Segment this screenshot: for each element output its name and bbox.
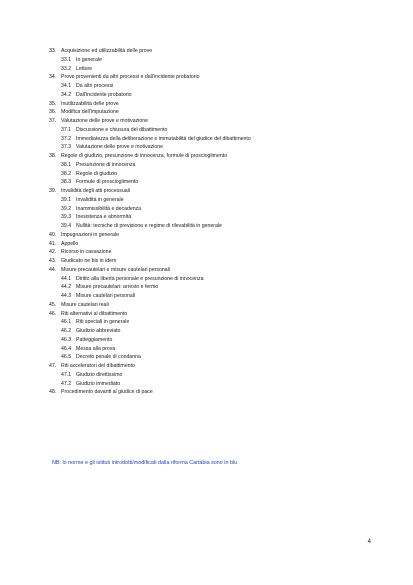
toc-entry-label: Impugnazioni in generale (61, 231, 119, 238)
toc-entry-number: 33.2 (61, 65, 72, 72)
toc-entry-number: 45. (49, 301, 57, 308)
toc-entry-label: In generale (76, 56, 102, 63)
toc-entry-number: 35. (49, 100, 57, 107)
toc-entry (49, 388, 389, 397)
toc-entry-label: Diritto alla libertà personale e presunzione di innocenza (76, 275, 204, 282)
toc-entry-number: 42. (49, 249, 57, 256)
toc-entry-number: 39. (49, 188, 57, 194)
toc-subentry (49, 143, 389, 152)
toc-entry-label: Discussione e chiusura del dibattimento (76, 126, 168, 133)
toc-entry-label: Invalidità degli atti processuali (61, 188, 130, 194)
toc-entry (49, 73, 389, 82)
toc-entry-number: 34. (49, 74, 57, 81)
toc-entry-label: Giudizio immediato (76, 380, 121, 387)
toc-subentry (49, 283, 389, 292)
toc-entry-label: Letture (76, 65, 93, 72)
toc-subentry (49, 65, 389, 74)
toc-entry-label: Modifica dell'imputazione (61, 109, 119, 116)
toc-entry-label: Appello (61, 240, 79, 247)
toc-subentry (49, 213, 389, 222)
toc-entry-label: Riti speciali in generale (76, 319, 130, 326)
toc-entry-number: 43. (49, 258, 57, 264)
toc-subentry (49, 318, 389, 327)
toc-entry-number: 40. (49, 231, 57, 238)
toc-entry-number: 38.1 (61, 161, 72, 168)
toc-entry-number: 46.3 (61, 336, 72, 343)
toc-entry (49, 117, 389, 126)
toc-subentry (49, 275, 389, 284)
toc-entry-number: 46.4 (61, 345, 72, 352)
toc-entry-label: Decreto penale di condanna (76, 354, 141, 361)
toc-entry-number: 46.1 (61, 319, 72, 326)
toc-entry-number: 44.2 (61, 284, 72, 291)
toc-entry-label: Ricorso in cassazione (61, 249, 112, 256)
toc-subentry (49, 327, 389, 336)
toc-entry (49, 47, 389, 56)
toc-entry (49, 100, 389, 109)
toc-entry (49, 187, 389, 196)
toc-entry-label: Patteggiamento (76, 336, 113, 343)
table-of-contents (49, 47, 389, 397)
toc-entry-label: Formule di proscioglimento (76, 179, 139, 186)
toc-entry-label: Inesistenza e abnormità (76, 214, 132, 221)
toc-subentry (49, 196, 389, 205)
toc-subentry (49, 178, 389, 187)
toc-entry (49, 231, 389, 240)
toc-entry-number: 37.3 (61, 144, 72, 151)
toc-entry-label: Misure precautelari: arresto e fermo (76, 284, 159, 291)
toc-subentry (49, 353, 389, 362)
toc-entry-number: 44.3 (61, 293, 72, 299)
toc-entry (49, 152, 389, 161)
toc-entry-number: 47.1 (61, 371, 72, 378)
toc-entry-number: 33. (49, 48, 57, 54)
toc-entry-number: 39.1 (61, 196, 72, 203)
toc-entry-label: Inammissibilità e decadenza (76, 205, 142, 212)
toc-entry-label: Giudicato ne bis in idem (61, 258, 117, 264)
toc-entry-number: 46. (49, 310, 57, 317)
toc-entry-number: 37.2 (61, 135, 72, 142)
toc-subentry (49, 135, 389, 144)
toc-entry (49, 248, 389, 257)
toc-entry-number: 44.1 (61, 275, 72, 282)
toc-entry-number: 47.2 (61, 380, 72, 387)
toc-subentry (49, 126, 389, 135)
toc-entry-label: Presunzione di innocenza (76, 161, 136, 168)
toc-entry-number: 39.2 (61, 205, 72, 212)
toc-entry-number: 38.2 (61, 170, 72, 177)
toc-entry-label: Giudizio direttissimo (76, 371, 123, 378)
toc-entry-number: 46.5 (61, 354, 72, 361)
toc-entry-number: 38.3 (61, 179, 72, 186)
toc-subentry (49, 161, 389, 170)
toc-entry-label: Procedimento davanti al giudice di pace (61, 389, 153, 396)
toc-entry-label: Giudizio abbreviato (76, 328, 121, 334)
toc-entry-label: Regole di giudizio (76, 170, 117, 177)
toc-entry (49, 240, 389, 249)
toc-entry (49, 310, 389, 319)
toc-entry-number: 39.3 (61, 214, 72, 221)
toc-entry-label: Nullità: tecniche di previsione e regime di rilevabilità in generale (76, 223, 222, 229)
toc-entry (49, 266, 389, 275)
toc-entry-number: 44. (49, 266, 57, 273)
toc-entry-label: Immediatezza della deliberazione e immutabilità del giudice del dibattimento (76, 135, 251, 142)
toc-entry-number: 48. (49, 389, 57, 396)
toc-subentry (49, 380, 389, 389)
toc-entry-label: Regole di giudizio, presunzione di innocenza, formule di proscioglimento (61, 153, 228, 159)
toc-entry-label: Da altri processi (76, 83, 114, 89)
toc-entry-label: Dall'incidente probatorio (76, 91, 132, 98)
toc-entry (49, 257, 389, 266)
toc-entry-number: 47. (49, 363, 57, 369)
toc-entry-label: Misure precautelari e misure cautelari personali (61, 266, 170, 273)
toc-entry (49, 108, 389, 117)
toc-entry-label: Acquisizione ed utilizzabilità delle prove (61, 48, 153, 54)
toc-subentry (49, 56, 389, 65)
toc-subentry (49, 345, 389, 354)
toc-entry-label: Inutilizzabilità delle prove (61, 100, 119, 107)
toc-entry-number: 36. (49, 109, 57, 116)
toc-entry-label: Riti acceleratori del dibattimento (61, 363, 135, 369)
page-number: 4 (367, 539, 371, 545)
toc-entry-number: 33.1 (61, 56, 72, 63)
toc-entry-number: 46.2 (61, 328, 72, 334)
toc-entry (49, 301, 389, 310)
toc-entry-number: 39.4 (61, 223, 72, 229)
toc-entry-label: Prove provenienti da altri processi e dall'incidente probatorio (61, 74, 200, 81)
toc-entry-number: 38. (49, 153, 57, 159)
toc-entry-label: Messa alla prova (76, 345, 116, 352)
toc-entry-label: Invalidità in generale (76, 196, 124, 203)
toc-entry (49, 362, 389, 371)
toc-entry-label: Valutazione delle prove e motivazione (61, 118, 148, 124)
toc-entry-label: Riti alternativi al dibattimento (61, 310, 128, 317)
toc-subentry (49, 205, 389, 214)
toc-entry-number: 34.1 (61, 83, 72, 89)
toc-entry-label: Misure cautelari personali (76, 293, 136, 299)
footnote: NB: lo norme e gli istituti introdotti/modificati dalla riforma Cartabia sono in blu (52, 460, 238, 466)
toc-entry-label: Misure cautelari reali (61, 301, 109, 308)
toc-entry-label: Valutazione delle prove e motivazione (76, 144, 163, 151)
toc-subentry (49, 292, 389, 301)
toc-subentry (49, 222, 389, 231)
toc-subentry (49, 82, 389, 91)
toc-entry-number: 37.1 (61, 126, 72, 133)
toc-entry-number: 37. (49, 118, 57, 124)
toc-entry-number: 34.2 (61, 91, 72, 98)
toc-subentry (49, 91, 389, 100)
toc-subentry (49, 170, 389, 179)
toc-entry-number: 41. (49, 240, 57, 247)
toc-subentry (49, 371, 389, 380)
toc-subentry (49, 336, 389, 345)
